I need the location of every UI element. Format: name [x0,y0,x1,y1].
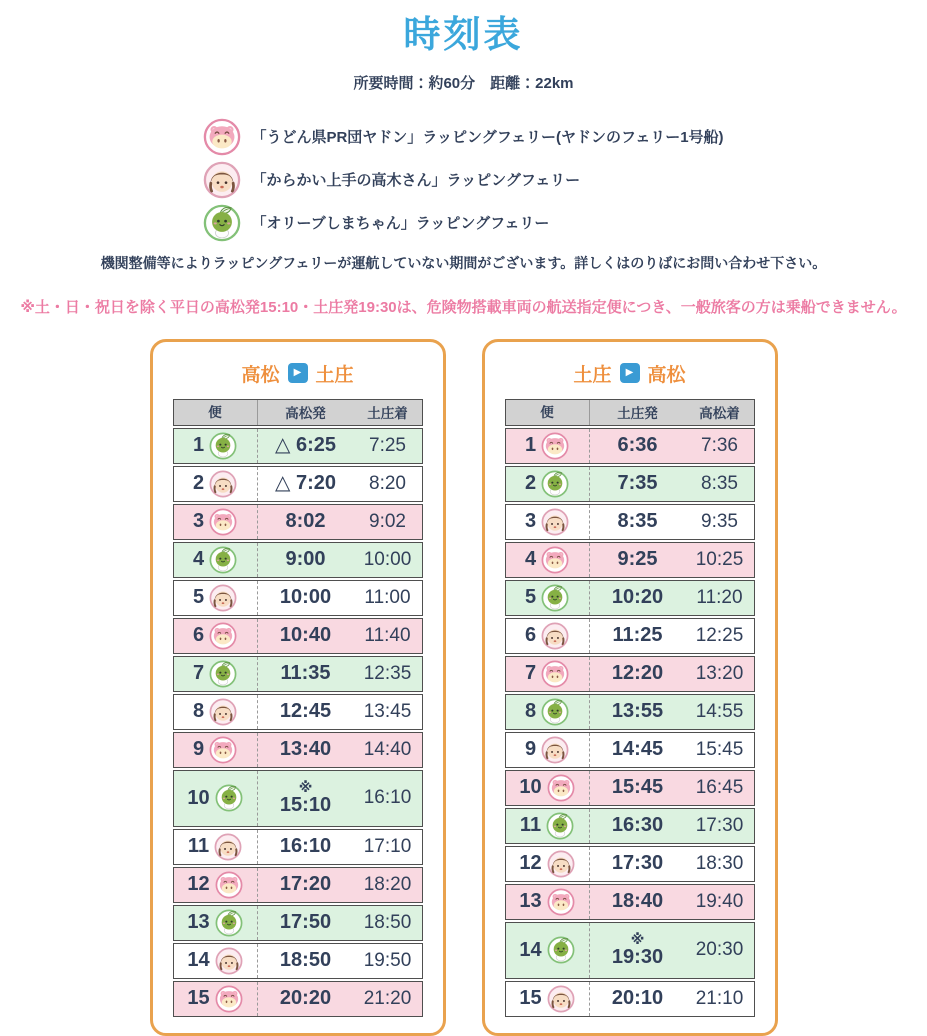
olive-ferry-icon [546,812,574,840]
olive-ferry-icon [209,432,237,460]
service-number: 6 [192,624,205,647]
departure-time: 12:20 [611,662,664,685]
timetable-row [173,770,423,827]
service-cell [506,923,590,978]
table-header [173,399,423,426]
route-from: 土庄 [573,364,612,386]
service-cell [506,543,590,577]
yadon-ferry-icon [541,432,569,460]
timetable-row [173,428,423,464]
yadon-ferry-icon [209,508,237,536]
arrival-cell: 11:40 [364,624,411,646]
service-cell [174,543,258,577]
service-cell [174,982,258,1016]
arrival-cell: 12:35 [363,662,412,684]
arrival-cell: 12:25 [695,624,744,646]
takagi-ferry-icon [547,850,575,878]
service-number: 12 [187,873,210,896]
olive-ferry-icon [215,909,243,937]
service-cell [506,695,590,729]
departure-time: 11:25 [612,624,663,647]
timetable-row [173,981,423,1017]
takagi-ferry-icon [541,508,569,536]
service-number: 11 [187,835,210,858]
departure-time: 9:25 [617,548,658,571]
service-number: 4 [192,548,205,571]
yadon-ferry-icon [547,774,575,802]
departure-cell [590,809,686,843]
yadon-ferry-icon [215,871,243,899]
timetable-row [505,466,755,502]
departure-time: 6:36 [617,434,658,457]
table-body [173,428,423,1017]
arrival-cell: 14:55 [695,700,744,722]
service-cell [506,847,590,881]
takagi-ferry-icon [209,470,237,498]
departure-time: 19:30 [611,945,664,968]
arrival-cell: 15:45 [695,738,744,760]
departure-cell [258,771,354,826]
departure-cell [258,982,354,1016]
legend-label: 「うどん県PR団ヤドン」ラッピングフェリー(ヤドンのフェリー1号船) [251,129,724,147]
page-title: 時刻表 [400,14,528,57]
timetable-card-tonosho-takamatsu [482,339,778,1036]
service-cell [506,982,590,1016]
service-cell [174,581,258,615]
arrival-cell: 20:30 [695,939,744,961]
route-to: 土庄 [315,364,354,386]
departure-time: 15:10 [279,793,332,816]
yadon-ferry-icon [209,736,237,764]
departure-cell [590,505,686,539]
route-title [173,360,423,387]
olive-ferry-icon [209,546,237,574]
departure-time: 14:45 [611,738,664,761]
departure-time: 7:35 [617,472,658,495]
arrival-cell: 10:00 [363,548,412,570]
departure-time: 17:20 [279,873,332,896]
service-number: 4 [524,548,537,571]
dangerous-goods-warning: ※土・日・祝日を除く平日の高松発15:10・土庄発19:30は、危険物搭載車両の航送指定便につき、一般旅客の方は乗船できません。 [20,298,907,316]
trip-info: 所要時間：約60分 距離：22km [353,74,574,92]
service-number: 10 [187,786,210,809]
col-header-arrival: 高松着 [699,406,740,422]
timetable-row [173,466,423,502]
service-number: 14 [519,938,542,961]
departure-cell [258,657,354,691]
departure-cell [258,906,354,940]
departure-cell [590,581,686,615]
service-number: 9 [192,738,205,761]
service-number: 9 [524,738,537,761]
arrival-cell: 18:50 [363,911,412,933]
departure-time: 13:55 [611,700,664,723]
service-number: 6 [524,624,537,647]
col-header-departure: 高松発 [285,406,326,422]
departure-time: 16:10 [279,835,332,858]
service-cell [506,657,590,691]
yadon-ferry-icon [209,622,237,650]
service-cell [174,429,258,463]
olive-ferry-icon [209,660,237,688]
arrival-cell: 21:20 [363,987,412,1009]
departure-cell [258,695,354,729]
arrival-cell: 11:00 [364,586,411,608]
service-number: 5 [524,586,537,609]
departure-time: 17:30 [611,852,664,875]
timetable-row [505,656,755,692]
service-cell [506,619,590,653]
service-cell [174,906,258,940]
timetable [173,399,423,1017]
timetable-row [505,884,755,920]
arrival-cell: 18:30 [695,852,744,874]
table-header [505,399,755,426]
yadon-ferry-icon [215,985,243,1013]
service-number: 14 [187,949,210,972]
takagi-ferry-icon [541,736,569,764]
timetable-row [173,732,423,768]
service-number: 10 [519,776,542,799]
timetable-row [173,829,423,865]
departure-cell [590,923,686,978]
takagi-ferry-icon [209,584,237,612]
timetable-row [173,905,423,941]
route-from: 高松 [241,364,280,386]
timetable [505,399,755,1017]
service-cell [174,944,258,978]
service-number: 12 [519,852,542,875]
arrival-cell: 8:20 [369,472,406,494]
takagi-ferry-icon [214,833,242,861]
service-number: 15 [187,987,210,1010]
takagi-ferry-icon [547,985,575,1013]
departure-time: 16:30 [611,814,664,837]
timetable-row [505,846,755,882]
timetable-row [173,580,423,616]
service-cell [174,771,258,826]
yadon-ferry-icon [547,888,575,916]
arrival-cell: 13:45 [363,700,412,722]
arrival-cell: 19:50 [363,949,412,971]
timetable-row [505,694,755,730]
arrival-cell: 16:10 [363,787,412,809]
timetable-card-takamatsu-tonosho [150,339,446,1036]
yadon-ferry-icon [203,118,241,156]
departure-cell [590,771,686,805]
departure-cell [590,657,686,691]
departure-cell [590,619,686,653]
service-number: 3 [524,510,537,533]
timetable-row [505,922,755,979]
departure-cell [590,467,686,501]
timetable-row [505,580,755,616]
departure-time: 17:50 [279,911,332,934]
departure-cell [258,429,354,463]
departure-time: 18:50 [279,949,332,972]
timetable-cards [0,339,927,1036]
departure-cell [258,868,354,902]
col-header-departure: 土庄発 [617,406,658,422]
departure-time: 15:45 [611,776,664,799]
service-number: 15 [519,987,542,1010]
departure-cell [258,543,354,577]
timetable-row [505,428,755,464]
service-cell [506,733,590,767]
maintenance-note: 機関整備等によりラッピングフェリーが運航していない期間がございます。詳しくはのりばにお問い合わせ下さい。 [100,254,827,271]
departure-time: △ 7:20 [275,472,336,495]
departure-time: 18:40 [611,890,664,913]
olive-ferry-icon [541,698,569,726]
takagi-ferry-icon [215,947,243,975]
departure-cell [590,695,686,729]
service-cell [174,505,258,539]
service-number: 8 [524,700,537,723]
timetable-row [173,504,423,540]
departure-cell [258,944,354,978]
departure-time: 20:20 [279,987,332,1010]
timetable-row [173,694,423,730]
departure-cell [258,733,354,767]
service-cell [506,467,590,501]
service-cell [506,771,590,805]
service-cell [506,429,590,463]
departure-cell [590,982,686,1016]
timetable-row [505,732,755,768]
title-section [0,14,927,57]
departure-time: 9:00 [285,548,326,571]
timetable-row [173,656,423,692]
service-number: 8 [192,700,205,723]
departure-time: 8:02 [285,510,326,533]
yadon-ferry-icon [541,546,569,574]
arrival-cell: 7:36 [701,434,738,456]
legend-item-yadon [203,118,723,156]
departure-time: 13:40 [279,738,332,761]
arrival-cell: 17:30 [695,814,744,836]
timetable-row [505,504,755,540]
takagi-ferry-icon [541,622,569,650]
departure-cell [258,619,354,653]
service-cell [506,809,590,843]
ferry-legend [203,118,723,242]
arrival-cell: 9:02 [369,510,406,532]
service-number: 2 [192,472,205,495]
departure-cell [258,467,354,501]
arrival-cell: 9:35 [701,510,738,532]
departure-time: 11:35 [280,662,331,685]
departure-cell [590,429,686,463]
service-number: 3 [192,510,205,533]
arrival-cell: 10:25 [695,548,744,570]
service-cell [506,885,590,919]
col-header-arrival: 土庄着 [367,406,408,422]
arrival-cell: 21:10 [695,987,744,1009]
departure-time: △ 6:25 [275,434,336,457]
service-cell [174,733,258,767]
legend-item-olive [203,204,723,242]
arrival-cell: 7:25 [369,434,406,456]
departure-cell [258,581,354,615]
departure-cell [258,830,354,864]
departure-cell [590,885,686,919]
service-number: 7 [192,662,205,685]
route-arrow-icon: ▶ [288,363,308,383]
service-number: 1 [524,434,537,457]
timetable-row [505,770,755,806]
timetable-row [505,808,755,844]
timetable-row [173,542,423,578]
service-cell [506,505,590,539]
departure-cell [590,847,686,881]
service-number: 13 [187,911,210,934]
legend-item-takagi [203,161,723,199]
timetable-row [505,981,755,1017]
takagi-ferry-icon [209,698,237,726]
route-arrow-icon: ▶ [620,363,640,383]
service-number: 1 [192,434,205,457]
col-header-service: 便 [174,400,258,425]
service-cell [174,830,258,864]
table-body [505,428,755,1017]
arrival-cell: 11:20 [696,586,743,608]
service-number: 5 [192,586,205,609]
service-number: 13 [519,890,542,913]
arrival-cell: 14:40 [363,738,412,760]
service-number: 2 [524,472,537,495]
restricted-service-mark: ※ [630,931,645,948]
service-number: 7 [524,662,537,685]
arrival-cell: 13:20 [695,662,744,684]
arrival-cell: 19:40 [695,890,744,912]
olive-ferry-icon [547,936,575,964]
legend-label: 「オリーブしまちゃん」ラッピングフェリー [251,215,550,233]
yadon-ferry-icon [541,660,569,688]
service-cell [174,868,258,902]
timetable-row [505,618,755,654]
route-to: 高松 [647,364,686,386]
timetable-row [173,943,423,979]
departure-cell [590,543,686,577]
arrival-cell: 16:45 [695,776,744,798]
takagi-ferry-icon [203,161,241,199]
departure-time: 8:35 [617,510,658,533]
departure-time: 10:40 [279,624,332,647]
olive-ferry-icon [541,584,569,612]
service-number: 11 [519,814,542,837]
arrival-cell: 17:10 [363,835,412,857]
service-cell [174,467,258,501]
arrival-cell: 8:35 [701,472,738,494]
timetable-row [173,618,423,654]
restricted-service-mark: ※ [298,779,313,796]
arrival-cell: 18:20 [363,873,412,895]
departure-time: 12:45 [279,700,332,723]
olive-ferry-icon [541,470,569,498]
departure-time: 10:20 [611,586,664,609]
departure-time: 10:00 [279,586,332,609]
timetable-row [173,867,423,903]
olive-ferry-icon [215,784,243,812]
legend-label: 「からかい上手の高木さん」ラッピングフェリー [251,172,581,190]
olive-ferry-icon [203,204,241,242]
service-cell [506,581,590,615]
timetable-row [505,542,755,578]
departure-cell [258,505,354,539]
departure-cell [590,733,686,767]
service-cell [174,695,258,729]
route-title [505,360,755,387]
service-cell [174,619,258,653]
col-header-service: 便 [506,400,590,425]
service-cell [174,657,258,691]
departure-time: 20:10 [611,987,664,1010]
